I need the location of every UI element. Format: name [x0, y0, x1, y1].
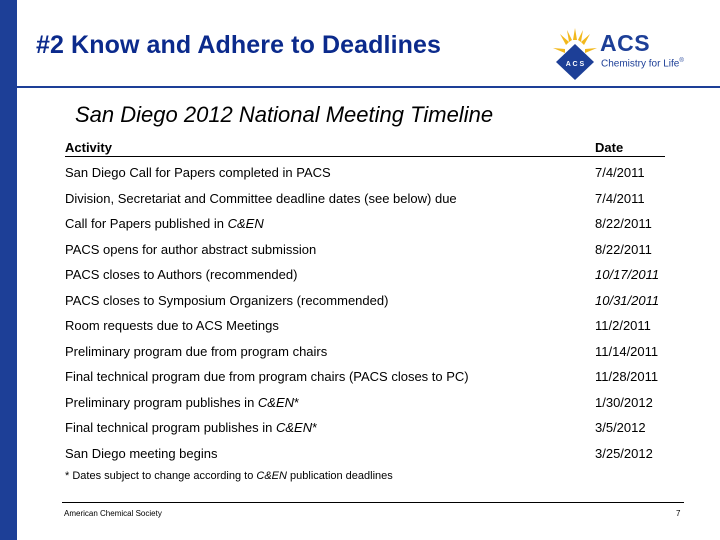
date-cell: 8/22/2011 [595, 216, 652, 231]
activity-cell: PACS closes to Authors (recommended) [65, 267, 298, 282]
activity-cell: San Diego Call for Papers completed in PACS [65, 165, 331, 180]
table-row [65, 336, 665, 362]
activity-cell: Final technical program due from program chairs (PACS closes to PC) [65, 369, 469, 384]
footer-divider [62, 502, 684, 503]
activity-cell: PACS closes to Symposium Organizers (recommended) [65, 292, 389, 308]
table-row [65, 387, 665, 413]
table-row [65, 285, 665, 311]
table-row [65, 361, 665, 387]
page-number: 7 [676, 509, 681, 518]
activity-cell: Room requests due to ACS Meetings [65, 318, 279, 333]
table-row [65, 412, 665, 438]
date-cell: 3/5/2012 [595, 420, 646, 435]
side-accent-bar [0, 0, 17, 540]
seal-letters: A C S [565, 61, 585, 68]
slide-title: #2 Know and Adhere to Deadlines [36, 31, 442, 59]
date-cell: 10/31/2011 [595, 292, 660, 308]
acs-logo [550, 26, 700, 82]
footnote: * Dates subject to change according to C&EN publication deadlines [65, 470, 393, 482]
activity-cell: Division, Secretariat and Committee deadline dates (see below) due [65, 190, 457, 206]
date-cell: 11/28/2011 [595, 369, 659, 384]
table-header [65, 138, 665, 157]
date-cell: 7/4/2011 [595, 165, 645, 180]
footer-organization: American Chemical Society [64, 509, 162, 518]
table-row [65, 208, 665, 234]
activity-cell: Preliminary program publishes in C&EN* [65, 394, 300, 410]
timeline-table [65, 138, 665, 463]
date-cell: 11/14/2011 [595, 343, 659, 359]
acs-tagline: Chemistry for Life® [601, 58, 684, 70]
table-row [65, 234, 665, 260]
table-row [65, 183, 665, 209]
date-cell: 3/25/2012 [595, 445, 653, 461]
activity-cell: San Diego meeting begins [65, 445, 218, 461]
date-cell: 10/17/2011 [595, 267, 660, 282]
table-row [65, 438, 665, 464]
date-column-header: Date [595, 140, 624, 155]
table-row [65, 157, 665, 183]
table-row [65, 259, 665, 285]
date-cell: 8/22/2011 [595, 241, 652, 257]
acs-wordmark: ACS [600, 30, 651, 56]
timeline-subtitle: San Diego 2012 National Meeting Timeline [75, 102, 494, 127]
activity-cell: Preliminary program due from program chairs [65, 343, 328, 359]
table-row [65, 310, 665, 336]
activity-cell: PACS opens for author abstract submission [65, 241, 317, 257]
date-cell: 1/30/2012 [595, 394, 653, 410]
date-cell: 11/2/2011 [595, 318, 651, 333]
title-divider [17, 86, 720, 88]
activity-cell: Final technical program publishes in C&EN* [65, 420, 318, 435]
activity-column-header: Activity [65, 140, 112, 155]
acs-seal-icon [550, 26, 600, 82]
activity-cell: Call for Papers published in C&EN [65, 216, 264, 231]
date-cell: 7/4/2011 [595, 190, 645, 206]
